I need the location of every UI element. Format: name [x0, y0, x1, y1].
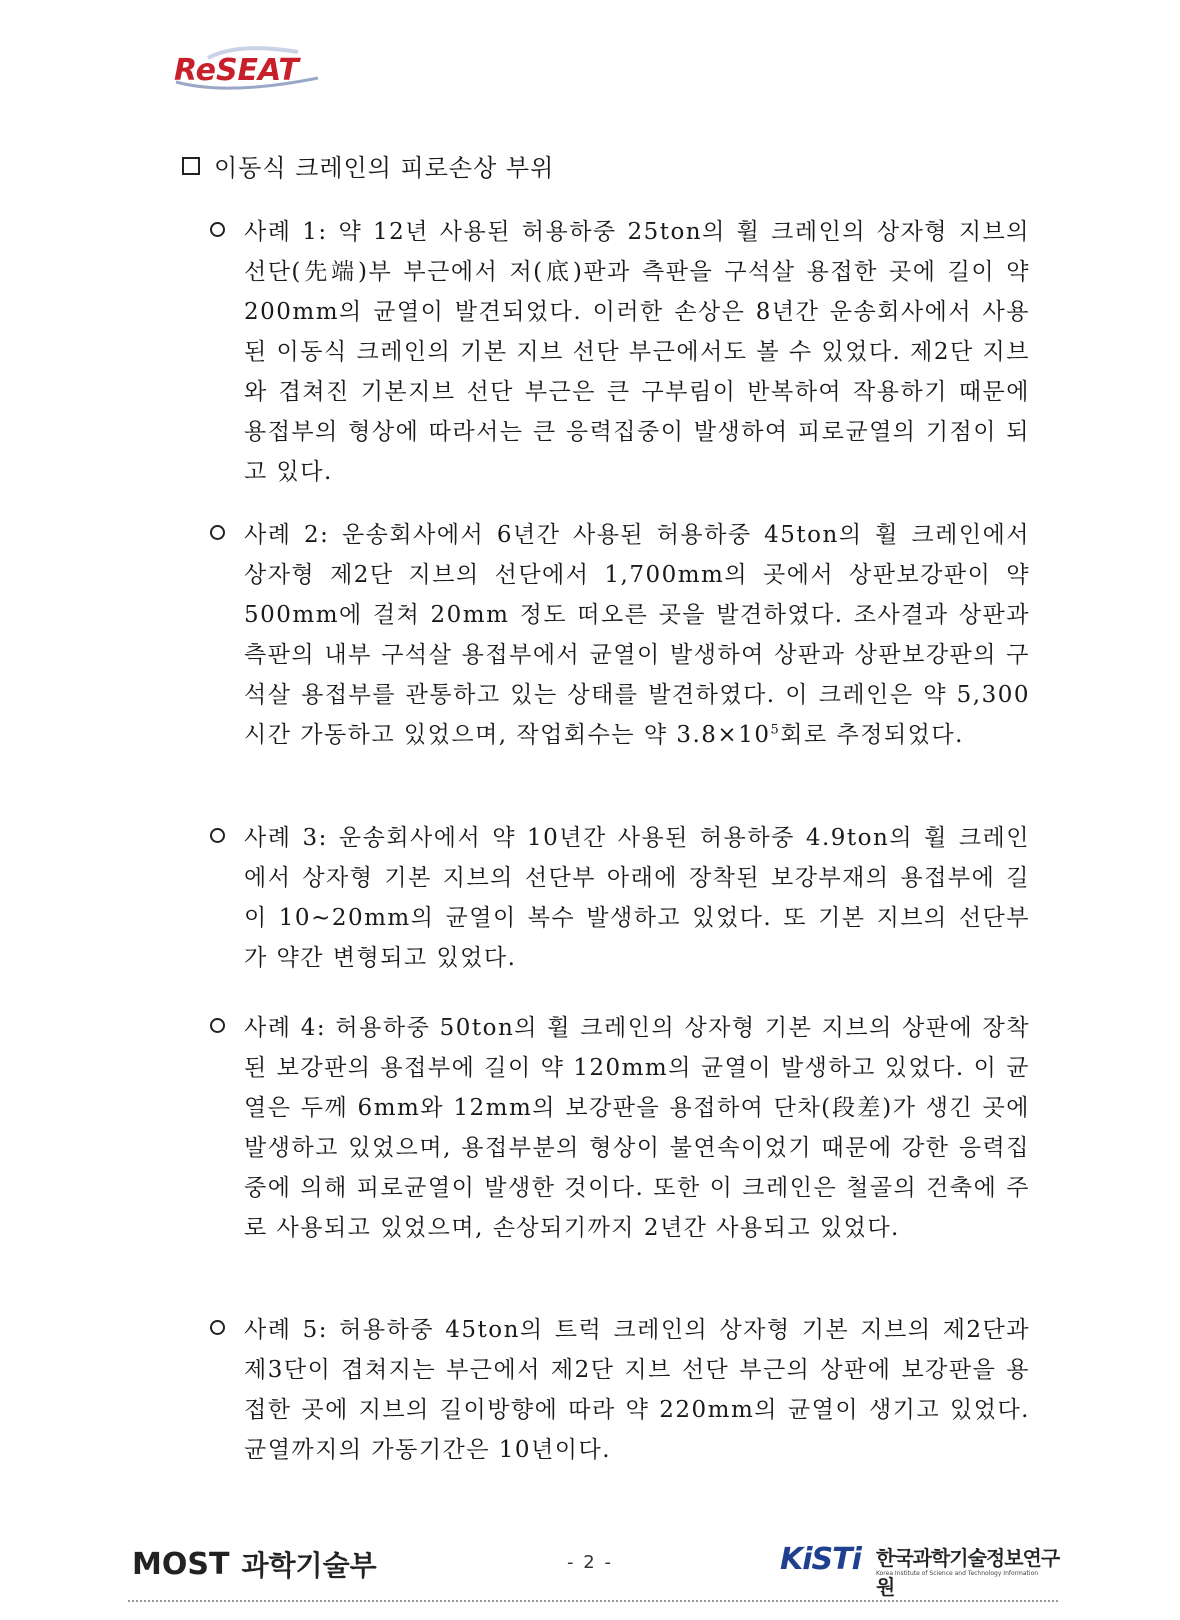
- circle-bullet-icon: [210, 1018, 225, 1033]
- footer-divider: [128, 1600, 1058, 1602]
- reseat-logo-text: ReSEAT: [174, 53, 299, 88]
- section-heading: [182, 148, 554, 183]
- case-text: 사례 5: 허용하중 45ton의 트럭 크레인의 상자형 기본 지브의 제2단과 제3단이 겹쳐지는 부근에서 제2단 지브 선단 부근의 상판에 보강판을 용접한 곳에 지브의 길이방향에 따라 약 220mm의 균열이 생기고 있었다. 균열까지의 가동기간은 10년이다.: [244, 1317, 1030, 1463]
- case-text: 사례 1: 약 12년 사용된 허용하중 25ton의 휠 크레인의 상자형 지브의 선단(先端)부 부근에서 저(底)판과 측판을 구석살 용접한 곳에 길이 약 200mm의 균열이 발견되었다. 이러한 손상은 8년간 운송회사에서 사용된 이동식 크레인의 기본 지브 선단 부근에서도 볼 수 있었다. 제2단 지브와 겹쳐진 기본지브 선단 부근은 큰 구부림이 반복하여 작용하기 때문에 용접부의 형상에 따라서는 큰 응력집중이 발생하여 피로균열의 기점이 되고 있다.: [244, 219, 1030, 485]
- case-item-3: [210, 818, 1030, 978]
- case-text: 사례 4: 허용하중 50ton의 휠 크레인의 상자형 기본 지브의 상판에 장착된 보강판의 용접부에 길이 약 120mm의 균열이 발생하고 있었다. 이 균열은 두께 6mm와 12mm의 보강판을 용접하여 단차(段差)가 생긴 곳에 발생하고 있었으며, 용접부분의 형상이 불연속이었기 때문에 강한 응력집중에 의해 피로균열이 발생한 것이다. 또한 이 크레인은 철골의 건축에 주로 사용되고 있었으며, 손상되기까지 2년간 사용되고 있었다.: [244, 1015, 1030, 1241]
- most-logo: [132, 1544, 377, 1584]
- case-text: [244, 515, 1030, 755]
- circle-bullet-icon: [210, 222, 225, 237]
- most-org-name: 과학기술부: [241, 1549, 377, 1582]
- kisti-logo-mark: KiSTi: [780, 1542, 861, 1577]
- case-item-1: [210, 212, 1030, 492]
- reseat-logo: [168, 38, 328, 98]
- square-bullet-icon: [182, 157, 200, 175]
- case-item-2: [210, 515, 1030, 755]
- kisti-logo: [780, 1536, 1060, 1599]
- circle-bullet-icon: [210, 828, 225, 843]
- case-text-tail: 회로 추정되었다.: [780, 722, 964, 748]
- section-title: 이동식 크레인의 피로손상 부위: [214, 154, 555, 182]
- circle-bullet-icon: [210, 1320, 225, 1335]
- most-logo-text: MOST: [132, 1546, 230, 1582]
- case-text: 사례 3: 운송회사에서 약 10년간 사용된 허용하중 4.9ton의 휠 크레인에서 상자형 기본 지브의 선단부 아래에 장착된 보강부재의 용접부에 길이 10∼20mm의 균열이 복수 발생하고 있었다. 또 기본 지브의 선단부가 약간 변형되고 있었다.: [244, 825, 1030, 971]
- exponent: 5: [770, 722, 781, 738]
- page-number: - 2 -: [567, 1552, 613, 1573]
- circle-bullet-icon: [210, 525, 225, 540]
- case-item-4: [210, 1008, 1030, 1248]
- kisti-org-english: Korea Institute of Science and Technology Information: [876, 1570, 1039, 1577]
- kisti-org-name: 한국과학기술정보연구원: [876, 1546, 1060, 1599]
- case-text-main: 사례 2: 운송회사에서 6년간 사용된 허용하중 45ton의 휠 크레인에서 상자형 제2단 지브의 선단에서 1,700mm의 곳에서 상판보강판이 약 500mm에 걸쳐 20mm 정도 떠오른 곳을 발견하였다. 조사결과 상판과 측판의 내부 구석살 용접부에서 균열이 발생하여 상판과 상판보강판의 구석살 용접부를 관통하고 있는 상태를 발견하였다. 이 크레인은 약 5,300시간 가동하고 있었으며, 작업회수는 약 3.8×10: [244, 522, 1030, 748]
- case-item-5: [210, 1310, 1030, 1470]
